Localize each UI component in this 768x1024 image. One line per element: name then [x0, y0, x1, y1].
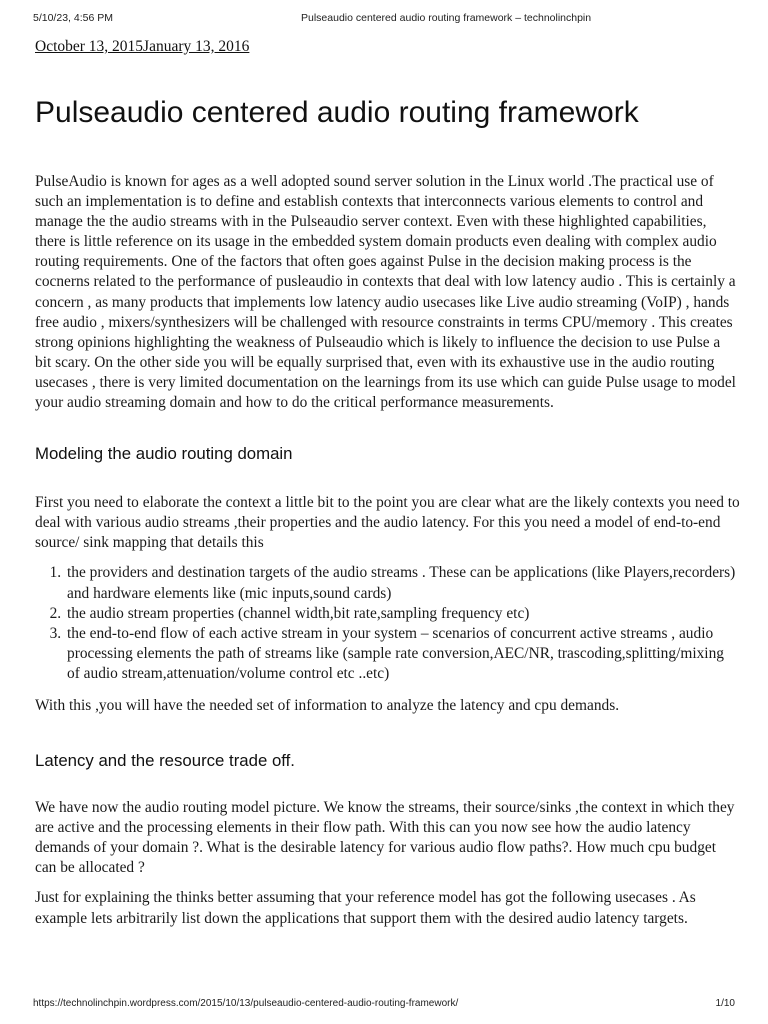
post-content	[35, 172, 740, 929]
intro-paragraph: PulseAudio is known for ages as a well adopted sound server solution in the Linux world .The practical use of such an implementation is to define and establish contexts that interconnects various elements to control and manage the the audio streams with in the Pulseaudio server context. Even with these highlighted capabilities, there is little reference on its usage in the embedded system domain products even dealing with complex audio routing requirements. One of the factors that often goes against Pulse in the decision making process is the cocnerns related to the performance of pusleaudio in contexts that deal with low latency audio . This is certainly a concern , as many products that implements low latency audio usecases like Live audio streaming (VoIP) , hands free audio , mixers/synthesizers will be challenged with resource constraints in terms CPU/memory . This creates strong opinions highlighting the weakness of Pulseaudio which is likely to influence the decision to use Pulse a bit scary. On the other side you will be equally surprised that, even with its exhaustive use in the audio routing usecases , there is very limited documentation on the learnings from its use which can guide Pulse usage to model your audio streaming domain and how to do the critical performance measurements.	[35, 173, 736, 412]
post-title: Pulseaudio centered audio routing framework	[35, 96, 639, 129]
published-date-link[interactable]: October 13, 2015	[35, 38, 144, 55]
print-datetime: 5/10/23, 4:56 PM	[33, 12, 113, 24]
list-item: 2. the audio stream properties (channel width,bit rate,sampling frequency etc)	[65, 604, 740, 624]
print-page-title: Pulseaudio centered audio routing framework – technolinchpin	[301, 12, 592, 24]
modeling-paragraph: First you need to elaborate the context a little bit to the point you are clear what are the likely contexts you need to deal with various audio streams ,their properties and the audio latency. For this you need a model of end-to-end source/ sink mapping that details this	[35, 494, 740, 552]
list-item: 1. the providers and destination targets of the audio streams . These can be applications (like Players,recorders) and hardware elements like (mic inputs,sound cards)	[65, 563, 740, 603]
latency-paragraph-2: Just for explaining the thinks better assuming that your reference model has got the following usecases . As example lets arbitrarily list down the applications that support them with the desired audio latency targets.	[35, 889, 696, 927]
print-page-number: 1/10	[715, 998, 735, 1009]
updated-date-link[interactable]: January 13, 2016	[143, 38, 250, 55]
requirements-list	[35, 563, 740, 684]
print-header	[33, 12, 735, 26]
latency-paragraph-1: We have now the audio routing model picture. We know the streams, their source/sinks ,the context in which they are active and the processing elements in their flow path. With this can you now see how the audio latency demands of your domain ?. What is the desirable latency for various audio flow paths?. How much cpu budget can be allocated ?	[35, 799, 735, 877]
print-url: https://technolinchpin.wordpress.com/2015/10/13/pulseaudio-centered-audio-routing-framework/	[33, 998, 459, 1009]
list-item: 3. the end-to-end flow of each active stream in your system – scenarios of concurrent active streams , audio processing elements the path of streams like (sample rate conversion,AEC/NR, trascoding,splitting/mixing of audio stream,attenuation/volume control etc ..etc)	[65, 624, 740, 684]
post-dates	[35, 38, 249, 56]
section-heading-latency: Latency and the resource trade off.	[35, 751, 295, 771]
section-heading-modeling: Modeling the audio routing domain	[35, 444, 293, 464]
print-footer	[33, 998, 735, 1012]
modeling-closing-paragraph: With this ,you will have the needed set of information to analyze the latency and cpu demands.	[35, 696, 620, 714]
